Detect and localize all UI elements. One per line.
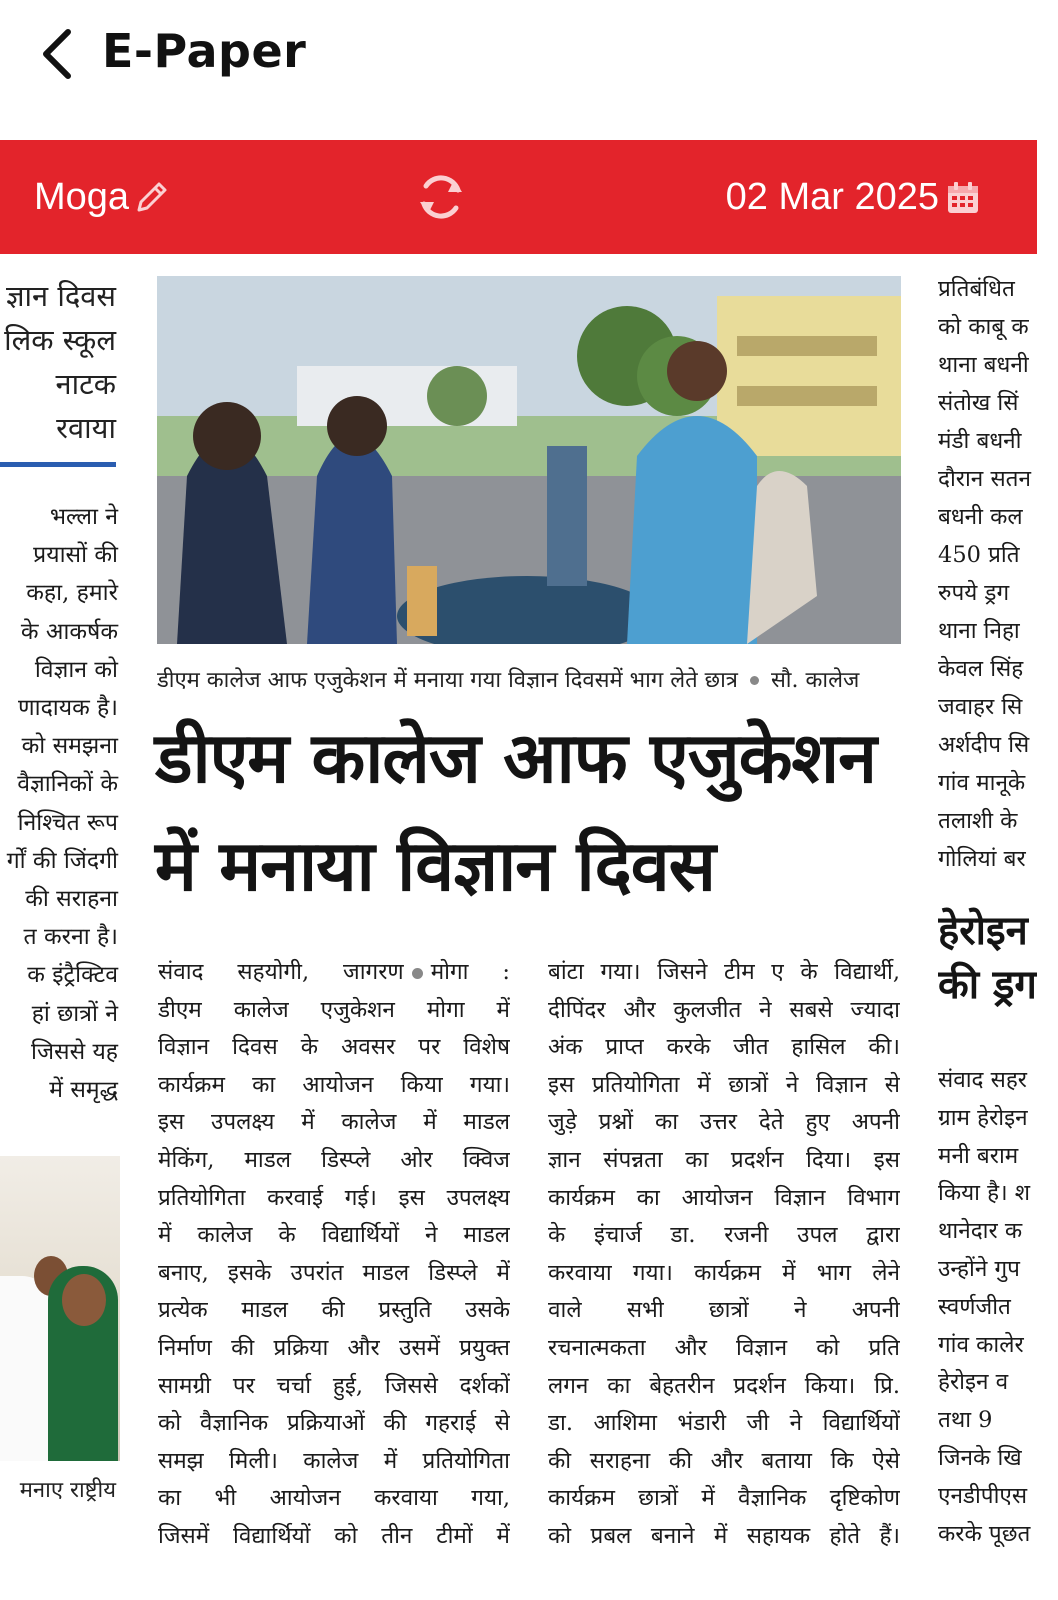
epaper-page[interactable] — [0, 254, 1037, 1600]
science-day-photo — [157, 276, 901, 644]
edition-toolbar — [0, 140, 1037, 254]
refresh-icon[interactable] — [414, 170, 468, 224]
calendar-icon[interactable] — [945, 180, 981, 216]
chevron-left-icon[interactable] — [36, 26, 80, 82]
app-header — [0, 0, 1058, 140]
edition-date-selector[interactable] — [726, 176, 981, 219]
page-title: E-Paper — [102, 24, 307, 78]
left-photo-caption: मनाए राष्ट्रीय — [19, 1478, 116, 1503]
left-article-body: भल्ला ने प्रयासों की कहा, हमारे के आकर्षक विज्ञान को णादायक है। को समझना वैज्ञानिकों के निश्चित रूप र्गों की जिंदगी की सराहना त करना है। क इंट्रैक्टिव हां छात्रों ने जिससे यह में समृद्ध — [6, 504, 118, 1104]
edition-date: 02 Mar 2025 — [725, 176, 939, 218]
left-article-headline: ज्ञान दिवस लिक स्कूल नाटक रवाया — [4, 279, 116, 445]
left-article-column — [0, 254, 122, 1600]
blue-divider — [0, 462, 116, 467]
article-body-column-2: बांटा गया। जिसने टीम ए के विद्यार्थी, दीपिंदर और कुलजीत ने सबसे ज्यादा अंक प्राप्त करके जीत हासिल की। इस प्रतियोगिता में छात्रों ने विज्ञान से जुड़े प्रश्नों का उत्तर देते हुए अपनी ज्ञान संपन्नता का प्रदर्शन दिया। इस कार्यक्रम का आयोजन विज्ञान विभाग के इंचार्ज डा. रजनी उपल द्वारा करवाया गया। कार्यक्रम में भाग लेने वाले सभी छात्रों ने अपनी रचनात्मकता और विज्ञान को प्रति लगन का बेहतरीन प्रदर्शन किया। प्रि. डा. आशिमा भंडारी जी ने विद्यार्थियों की सराहना की और बताया कि ऐसे कार्यक्रम छात्रों में वैज्ञानिक दृष्टिकोण को प्रबल बनाने में सहायक होते हैं। — [548, 959, 900, 1549]
right-article-body-2: संवाद सहर ग्राम हेरोइन मनी बराम किया है। श थानेदार क उन्होंने गुप स्वर्णजीत गांव कालेर हेरोइन व तथा 9 जिनके खि एनडीपीएस करके पूछत — [938, 1067, 1031, 1547]
photo-caption: डीएम कालेज आफ एजुकेशन में मनाया गया विज्ञान दिवसमें भाग लेते छात्र सौ. कालेज — [157, 668, 860, 693]
byline: संवाद सहयोगी, जागरण मोगा : — [158, 959, 510, 985]
school-students-photo — [0, 1156, 120, 1461]
pencil-icon[interactable] — [131, 178, 171, 218]
article-headline[interactable]: डीएम कालेज आफ एजुकेशन में मनाया विज्ञान दिवस — [155, 717, 876, 907]
edition-city-label: Moga — [34, 176, 130, 218]
right-article-body: प्रतिबंधित को काबू क थाना बधनी संतोख सिं मंडी बधनी दौरान सतन बधनी कल 450 प्रति रुपये ड्रग थाना निहा केवल सिंह जवाहर सि अर्शदीप सि गांव मानूके तलाशी के गोलियां बर — [938, 276, 1031, 872]
edition-city-selector[interactable] — [34, 176, 171, 219]
article-body-column-1: संवाद सहयोगी, जागरण मोगा : डीएम कालेज एजुकेशन मोगा में विज्ञान दिवस के अवसर पर विशेष कार्यक्रम का आयोजन किया गया। इस उपलक्ष्य में कालेज में माडल मेकिंग, माडल डिस्प्ले ओर क्विज प्रतियोगिता करवाई गई। इस उपलक्ष्य में कालेज के विद्यार्थियों ने माडल बनाए, इसके उपरांत माडल डिस्प्ले में प्रत्येक माडल की प्रस्तुति उसके निर्माण की प्रक्रिया और उसमें प्रयुक्त सामग्री पर चर्चा हुई, जिससे दर्शकों को वैज्ञानिक प्रक्रियाओं की गहराई से समझ मिली। कालेज में प्रतियोगिता का भी आयोजन करवाया गया, जिसमें विद्यार्थियों को तीन टीमों में — [158, 954, 510, 1556]
right-article-column — [938, 254, 1037, 1600]
photo-credit: सौ. कालेज — [770, 668, 860, 693]
right-article-headline: हेरोइन की ड्रग — [938, 908, 1037, 1008]
